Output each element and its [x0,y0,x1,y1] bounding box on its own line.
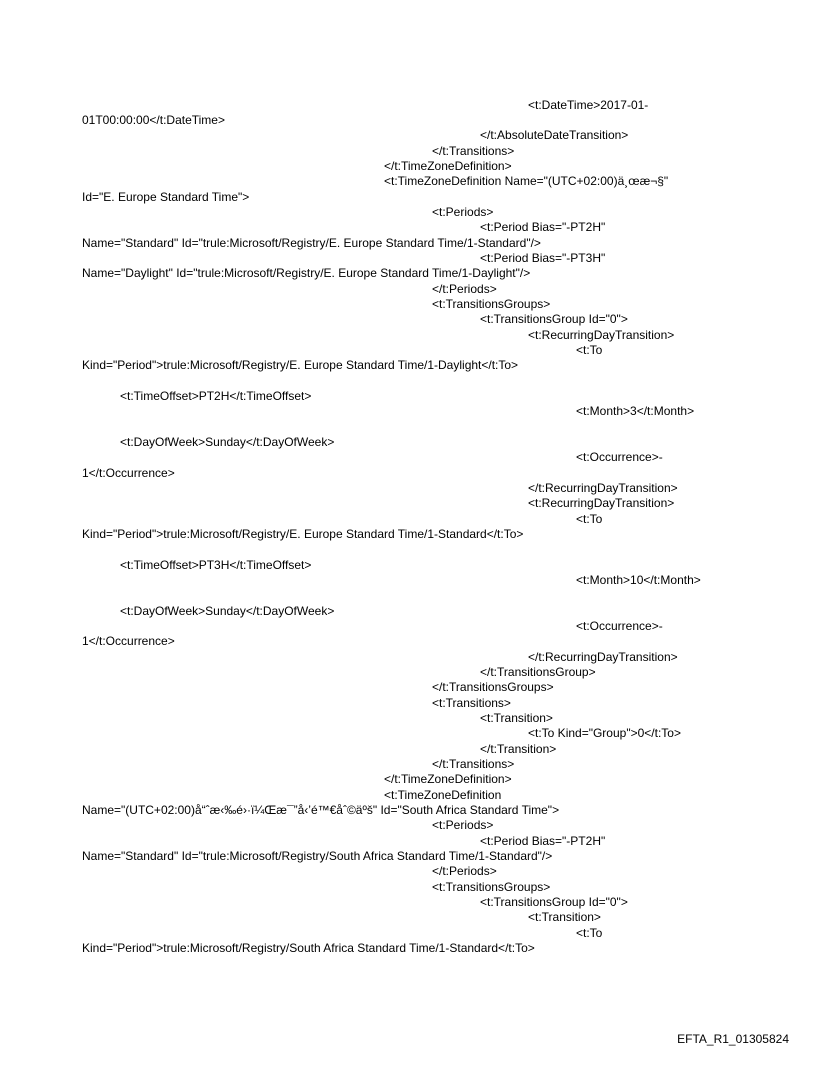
text-line: </t:TransitionsGroups> [432,680,554,694]
text-line: </t:AbsoluteDateTransition> [480,128,629,142]
text-line: </t:TransitionsGroup> [480,665,596,679]
text-line: <t:Transition> [528,910,601,924]
text-line: </t:Transition> [480,742,557,756]
text-line: </t:Transitions> [432,144,515,158]
text-line: Name="Daylight" Id="trule:Microsoft/Registry/E. Europe Standard Time/1-Daylight"/> [82,266,531,280]
text-line: <t:DayOfWeek>Sunday</t:DayOfWeek> [120,604,335,618]
text-line: <t:Transition> [480,711,553,725]
text-line: <t:Transitions> [432,696,511,710]
text-line: Kind="Period">trule:Microsoft/Registry/E. Europe Standard Time/1-Daylight</t:To> [82,358,519,372]
text-line: <t:Period Bias="-PT2H" [480,220,606,234]
text-line: <t:TimeZoneDefinition Name="(UTC+02:00)ä¸œæ¬§" [384,174,669,188]
text-line: <t:TransitionsGroups> [432,880,551,894]
text-line: </t:Periods> [432,282,497,296]
text-line: <t:TimeZoneDefinition [384,788,502,802]
text-line: </t:TimeZoneDefinition> [384,772,512,786]
text-line: </t:Periods> [432,864,497,878]
text-line: <t:To [576,343,603,357]
text-line: Name="Standard" Id="trule:Microsoft/Registry/E. Europe Standard Time/1-Standard"/> [82,236,541,250]
text-line: <t:Period Bias="-PT2H" [480,834,606,848]
text-line: <t:RecurringDayTransition> [528,328,675,342]
text-line: <t:Periods> [432,205,494,219]
text-line: <t:To [576,926,603,940]
text-line: <t:TransitionsGroup Id="0"> [480,895,628,909]
document-id-footer: EFTA_R1_01305824 [677,1032,789,1046]
text-line: <t:To Kind="Group">0</t:To> [528,726,681,740]
text-line: <t:TimeOffset>PT2H</t:TimeOffset> [120,389,312,403]
text-line: Name="Standard" Id="trule:Microsoft/Registry/South Africa Standard Time/1-Standard"/> [82,849,553,863]
text-line: 01T00:00:00</t:DateTime> [82,113,225,127]
text-line: <t:To [576,512,603,526]
text-line: </t:Transitions> [432,757,515,771]
text-line: <t:RecurringDayTransition> [528,496,675,510]
text-line: <t:TransitionsGroup Id="0"> [480,312,628,326]
text-line: </t:RecurringDayTransition> [528,481,678,495]
text-line: </t:RecurringDayTransition> [528,650,678,664]
text-line: <t:Occurrence>- [576,619,663,633]
text-line: <t:DayOfWeek>Sunday</t:DayOfWeek> [120,435,335,449]
text-line: <t:Periods> [432,818,494,832]
text-line: </t:TimeZoneDefinition> [384,159,512,173]
text-line: <t:Month>10</t:Month> [576,573,701,587]
text-line: Id="E. Europe Standard Time"> [82,190,250,204]
text-line: <t:Month>3</t:Month> [576,404,695,418]
text-line: Name="(UTC+02:00)å“ˆæ‹‰é›·ï¼Œæ¯”å‹’é™€åˆ©äºš" Id="South Africa Standard Time"> [82,803,560,817]
text-line: Kind="Period">trule:Microsoft/Registry/South Africa Standard Time/1-Standard</t:To> [82,941,535,955]
text-line: <t:TransitionsGroups> [432,297,551,311]
text-line: <t:TimeOffset>PT3H</t:TimeOffset> [120,558,312,572]
text-line: <t:Occurrence>- [576,450,663,464]
text-line: 1</t:Occurrence> [82,466,175,480]
text-line: Kind="Period">trule:Microsoft/Registry/E. Europe Standard Time/1-Standard</t:To> [82,527,524,541]
text-line: 1</t:Occurrence> [82,634,175,648]
text-line: <t:Period Bias="-PT3H" [480,251,606,265]
text-line: <t:DateTime>2017-01- [528,98,649,112]
